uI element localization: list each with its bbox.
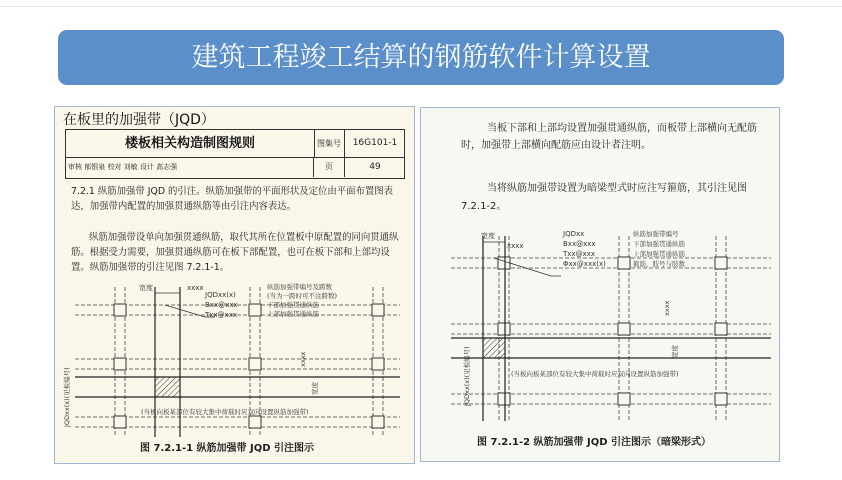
left-width-label: 宽度 [139, 284, 153, 292]
left-figure-panel [54, 106, 415, 464]
left-diagram [55, 277, 414, 437]
left-vertical-dim: xxxx [299, 351, 307, 367]
right-hatch-area [483, 338, 505, 358]
right-width-label: 宽度 [481, 232, 495, 240]
left-hatch-area [155, 377, 180, 397]
standard-title: 楼板相关构造制图规则 [66, 130, 315, 158]
left-legend-3: 下部加强贯通纵筋 [267, 301, 319, 309]
right-legend-3: 上部加强贯通纵筋 [633, 250, 685, 258]
left-callout-line-2: Bxx@xxx [205, 301, 238, 309]
right-bottom-note: (当板向板某部位有较大集中荷载时应双向设置纵筋加强带) [511, 370, 679, 378]
right-paragraph-1: 当板下部和上部均设置加强贯通纵筋，而板带上部横向无配筋时，加强带上部横向配筋应由设计者注明。 [461, 123, 757, 151]
right-columns [498, 257, 727, 405]
left-paragraph-1: 7.2.1 纵筋加强带 JQD 的引注。纵筋加强带的平面形状及定位由平面布置图表达，加强带内配置的加强贯通纵筋等由引注内容表达。 [71, 186, 394, 213]
left-legend-4: 上部加强贯通纵筋 [267, 310, 319, 318]
right-vertical-dim: xxxx [663, 300, 671, 316]
slide-title: 建筑工程竣工结算的钢筋软件计算设置 [58, 30, 784, 85]
right-figure-panel [420, 107, 780, 462]
right-legend-4: 箍筋，肢号与肢数 [633, 260, 685, 268]
left-legend-1: 纵筋加强带编号及跨数 [267, 283, 332, 291]
atlas-number-label: 图集号 [314, 130, 345, 158]
left-bottom-note: (当板向板某部位有较大集中荷载时应双向设置纵筋加强带) [141, 408, 309, 416]
right-figure-caption: 图 7.2.1-2 纵筋加强带 JQD 引注图示（暗梁形式） [477, 437, 712, 448]
right-legend-1: 纵筋加强带编号 [633, 230, 679, 238]
right-diagram [421, 216, 779, 426]
left-figure-caption: 图 7.2.1-1 纵筋加强带 JQD 引注图示 [140, 443, 315, 454]
right-paragraph-2: 当将纵筋加强带设置为暗梁型式时应注写箍筋，其引注见图 7.2.1-2。 [461, 183, 747, 212]
right-callout-line-1: JQDxx [563, 230, 585, 238]
right-vertical-width: 宽度 [671, 345, 679, 358]
right-callout-line-2: Bxx@xxx [563, 240, 596, 248]
page-label: 页 [314, 157, 345, 177]
right-callout-line-3: Txx@xxx [563, 250, 595, 258]
left-vertical-note: JQDxx(x)(见板编号) [63, 367, 71, 427]
right-dim-label: xxxx [507, 242, 524, 250]
left-dim-label: xxxx [187, 284, 204, 292]
left-legend-2: (当为一跨时可不注跨数) [267, 292, 338, 300]
standard-title-block [65, 129, 405, 179]
page-value: 49 [369, 162, 381, 172]
right-vertical-note: JQDxx(x)(见板编号) [463, 346, 471, 406]
left-paragraph-2: 纵筋加强带设单向加强贯通纵筋，取代其所在位置板中原配置的同向贯通纵筋。根据受力需要，加强贯通纵筋可在板下部配置，也可在板下部和上部均设置。纵筋加强带的引注见图 7.2.1-1。 [71, 232, 399, 274]
top-divider [0, 6, 842, 7]
right-callout-line-4: Φxx@xxx(x) [563, 260, 606, 268]
left-callout-line-1: JQDxx(x) [205, 291, 236, 299]
review-row: 审核 郁银泉 校对 刘敏 设计 高志强 [66, 157, 314, 177]
right-legend-2: 下部加强贯通纵筋 [633, 240, 685, 248]
left-vertical-width: 宽度 [311, 382, 319, 395]
panel-overlay-label: 在板里的加强带（JQD） [63, 112, 215, 128]
left-callout-line-3: Txx@xxx [205, 311, 237, 319]
atlas-number-value: 16G101-1 [345, 130, 405, 158]
